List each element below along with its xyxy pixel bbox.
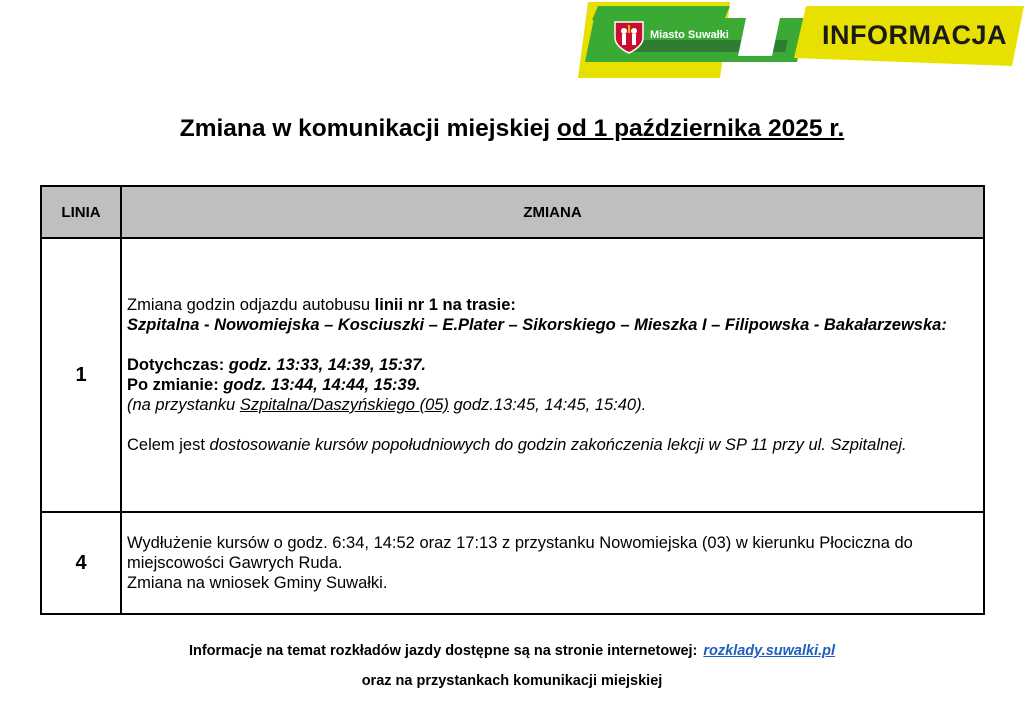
line-number: 1 (41, 238, 121, 512)
change-purpose: Celem jest dostosowanie kursów popołudniowych do godzin zakończenia lekcji w SP 11 przy ul. Szpitalnej. (127, 436, 907, 454)
route-stops: Szpitalna - Nowomiejska – Kosciuszki – E.Plater – Sikorskiego – Mieszka I – Filipowska - Bakałarzewska: (127, 316, 947, 334)
information-label: INFORMACJA (822, 20, 1007, 50)
table-row (41, 512, 984, 614)
header-line: LINIA (41, 186, 121, 238)
footer-info (0, 643, 1024, 659)
city-coat-of-arms-icon (613, 20, 645, 54)
change-description (121, 238, 984, 512)
page-title (0, 115, 1024, 143)
changes-table (40, 185, 985, 615)
change-description (121, 512, 984, 614)
header-change: ZMIANA (121, 186, 984, 238)
timetable-link[interactable]: rozklady.suwalki.pl (703, 643, 836, 659)
stop-times-note: (na przystanku Szpitalna/Daszyńskiego (05) godz.13:45, 14:45, 15:40). (127, 396, 647, 414)
title-date: od 1 października 2025 r. (556, 115, 845, 142)
extension-text: Wydłużenie kursów o godz. 6:34, 14:52 oraz 17:13 z przystanku Nowomiejska (03) w kierunku Płociczna do miejscowości Gawrych Ruda. (127, 534, 913, 572)
request-note: Zmiana na wniosek Gminy Suwałki. (127, 574, 388, 592)
title-main: Zmiana w komunikacji miejskiej (179, 115, 557, 142)
footer-text: Informacje na temat rozkładów jazdy dostępne są na stronie internetowej: (188, 643, 698, 659)
route-intro: Zmiana godzin odjazdu autobusu linii nr 1 na trasie: (127, 296, 516, 314)
times-before: Dotychczas: godz. 13:33, 14:39, 15:37. (127, 356, 426, 374)
times-after: Po zmianie: godz. 13:44, 14:44, 15:39. (127, 376, 421, 394)
table-row (41, 238, 984, 512)
footer-stops-note: oraz na przystankach komunikacji miejskiej (361, 673, 663, 689)
city-name: Miasto Suwałki (650, 29, 729, 41)
table-header-row (41, 186, 984, 238)
line-number: 4 (41, 512, 121, 614)
